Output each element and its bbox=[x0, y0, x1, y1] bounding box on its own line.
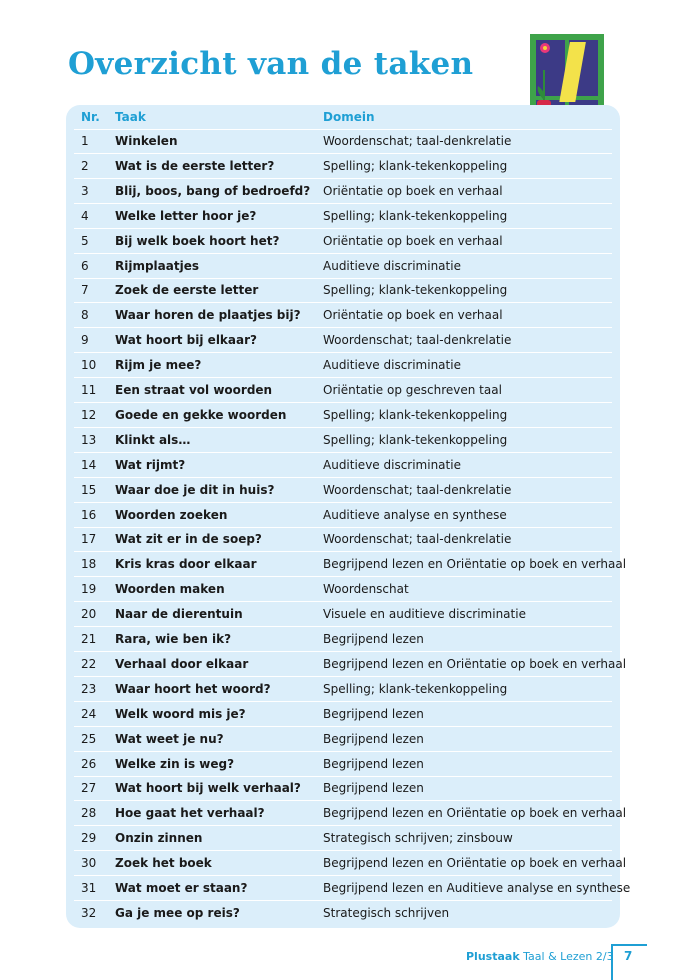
cell-nr: 15 bbox=[81, 482, 97, 497]
cell-domein: Spelling; klank-tekenkoppeling bbox=[323, 432, 508, 447]
table-row bbox=[66, 129, 620, 154]
column-header-domein: Domein bbox=[323, 110, 375, 124]
cell-domein: Spelling; klank-tekenkoppeling bbox=[323, 681, 508, 696]
table-row bbox=[66, 353, 620, 378]
cell-taak: Bij welk boek hoort het? bbox=[115, 233, 280, 248]
table-row bbox=[66, 303, 620, 328]
cell-nr: 31 bbox=[81, 881, 97, 895]
cell-taak: Winkelen bbox=[115, 134, 178, 148]
cell-taak: Rijm je mee? bbox=[115, 358, 202, 373]
cell-domein: Visuele en auditieve discriminatie bbox=[323, 607, 526, 622]
cell-taak: Wat hoort bij elkaar? bbox=[115, 333, 257, 348]
cell-taak: Een straat vol woorden bbox=[115, 383, 273, 397]
cell-nr: 16 bbox=[81, 507, 97, 522]
cell-nr: 13 bbox=[81, 432, 97, 447]
cell-nr: 29 bbox=[81, 831, 97, 846]
cell-nr: 20 bbox=[81, 607, 97, 622]
cell-domein: Begrijpend lezen bbox=[323, 706, 424, 721]
cell-domein: Begrijpend lezen en Oriëntatie op boek en verhaal bbox=[323, 557, 627, 572]
cell-domein: Oriëntatie op boek en verhaal bbox=[323, 183, 503, 198]
cell-domein: Spelling; klank-tekenkoppeling bbox=[323, 208, 508, 223]
cell-taak: Rara, wie ben ik? bbox=[115, 632, 232, 646]
table-row bbox=[66, 403, 620, 428]
table-row bbox=[66, 901, 620, 926]
footer-brand: Plustaak bbox=[466, 950, 520, 963]
table-header bbox=[66, 105, 620, 130]
cell-domein: Auditieve discriminatie bbox=[323, 457, 461, 472]
cell-taak: Woorden maken bbox=[115, 582, 225, 597]
cell-domein: Spelling; klank-tekenkoppeling bbox=[323, 407, 508, 422]
cell-domein: Begrijpend lezen en Oriëntatie op boek en verhaal bbox=[323, 656, 627, 671]
cell-taak: Waar hoort het woord? bbox=[115, 681, 271, 696]
cell-taak: Wat zit er in de soep? bbox=[115, 532, 262, 547]
cell-domein: Begrijpend lezen bbox=[323, 632, 424, 646]
cell-nr: 22 bbox=[81, 656, 97, 671]
cell-taak: Hoe gaat het verhaal? bbox=[115, 806, 265, 821]
table-row bbox=[66, 478, 620, 503]
cell-nr: 5 bbox=[81, 233, 89, 248]
cell-taak: Verhaal door elkaar bbox=[115, 656, 249, 671]
cell-nr: 8 bbox=[81, 308, 89, 323]
cell-domein: Auditieve discriminatie bbox=[323, 358, 461, 373]
cell-nr: 3 bbox=[81, 183, 89, 198]
cell-domein: Begrijpend lezen en Auditieve analyse en synthese bbox=[323, 881, 631, 895]
cell-taak: Blij, boos, bang of bedroefd? bbox=[115, 183, 311, 198]
table-row bbox=[66, 876, 631, 901]
page-title: Overzicht van de taken bbox=[68, 46, 474, 82]
cell-taak: Zoek het boek bbox=[115, 856, 212, 871]
table-row bbox=[66, 627, 620, 652]
cell-taak: Woorden zoeken bbox=[115, 507, 228, 522]
cell-domein: Woordenschat; taal-denkrelatie bbox=[323, 532, 512, 547]
cell-domein: Begrijpend lezen en Oriëntatie op boek en verhaal bbox=[323, 856, 627, 871]
cell-nr: 12 bbox=[81, 407, 97, 422]
cell-taak: Waar horen de plaatjes bij? bbox=[115, 308, 301, 323]
cell-domein: Spelling; klank-tekenkoppeling bbox=[323, 158, 508, 173]
column-header-nr: Nr. bbox=[81, 110, 100, 124]
cell-taak: Rijmplaatjes bbox=[115, 258, 199, 273]
cell-domein: Begrijpend lezen en Oriëntatie op boek en verhaal bbox=[323, 806, 627, 821]
footer-series bbox=[466, 950, 614, 963]
cell-taak: Kris kras door elkaar bbox=[115, 557, 257, 572]
table-row bbox=[66, 826, 620, 851]
cell-domein: Begrijpend lezen bbox=[323, 781, 424, 796]
cell-taak: Ga je mee op reis? bbox=[115, 905, 240, 920]
cell-nr: 24 bbox=[81, 706, 97, 721]
table-row bbox=[66, 702, 620, 727]
cell-nr: 2 bbox=[81, 158, 89, 173]
cell-nr: 1 bbox=[81, 134, 89, 148]
table-row bbox=[66, 453, 620, 478]
cell-nr: 4 bbox=[81, 208, 89, 223]
cell-domein: Auditieve analyse en synthese bbox=[323, 507, 507, 522]
cell-nr: 19 bbox=[81, 582, 97, 597]
cell-taak: Klinkt als… bbox=[115, 432, 191, 447]
cell-taak: Wat hoort bij welk verhaal? bbox=[115, 781, 301, 796]
table-row bbox=[66, 254, 620, 279]
cell-taak: Wat weet je nu? bbox=[115, 731, 224, 746]
table-row bbox=[66, 229, 620, 254]
cell-taak: Welke zin is weg? bbox=[115, 756, 235, 771]
cell-domein: Woordenschat; taal-denkrelatie bbox=[323, 134, 512, 148]
cell-nr: 32 bbox=[81, 905, 97, 920]
cell-taak: Onzin zinnen bbox=[115, 831, 203, 846]
cell-nr: 23 bbox=[81, 681, 97, 696]
cell-nr: 21 bbox=[81, 632, 97, 646]
cell-taak: Wat moet er staan? bbox=[115, 881, 248, 895]
table-row bbox=[66, 801, 627, 826]
cell-taak: Naar de dierentuin bbox=[115, 607, 243, 622]
cell-nr: 6 bbox=[81, 258, 89, 273]
table-row bbox=[66, 577, 620, 602]
table-row bbox=[66, 776, 620, 801]
cell-domein: Woordenschat; taal-denkrelatie bbox=[323, 482, 512, 497]
table-row bbox=[66, 752, 620, 777]
cell-domein: Auditieve discriminatie bbox=[323, 258, 461, 273]
cell-domein: Strategisch schrijven bbox=[323, 905, 450, 920]
cell-domein: Strategisch schrijven; zinsbouw bbox=[323, 831, 513, 846]
cell-nr: 30 bbox=[81, 856, 97, 871]
table-row bbox=[66, 179, 620, 204]
table-row bbox=[66, 527, 620, 552]
table-row bbox=[66, 851, 627, 876]
cell-domein: Woordenschat; taal-denkrelatie bbox=[323, 333, 512, 348]
cell-domein: Begrijpend lezen bbox=[323, 756, 424, 771]
cell-domein: Oriëntatie op geschreven taal bbox=[323, 383, 502, 397]
table-row bbox=[66, 652, 627, 677]
table-row bbox=[66, 677, 620, 702]
cell-nr: 10 bbox=[81, 358, 97, 373]
table-row bbox=[66, 378, 620, 403]
footer-subtitle: Taal & Lezen 2/3 bbox=[523, 950, 614, 963]
table-row bbox=[66, 727, 620, 752]
column-header-taak: Taak bbox=[115, 110, 146, 124]
table-row bbox=[66, 204, 620, 229]
task-overview-table bbox=[66, 105, 631, 928]
cell-nr: 28 bbox=[81, 806, 97, 821]
cell-domein: Begrijpend lezen bbox=[323, 731, 424, 746]
cell-nr: 11 bbox=[81, 383, 97, 397]
cell-nr: 14 bbox=[81, 457, 97, 472]
table-row bbox=[66, 428, 620, 453]
table-row bbox=[66, 278, 620, 303]
cell-nr: 17 bbox=[81, 532, 97, 547]
cell-taak: Welk woord mis je? bbox=[115, 706, 246, 721]
table-row bbox=[66, 328, 620, 353]
cell-nr: 25 bbox=[81, 731, 97, 746]
cell-nr: 26 bbox=[81, 756, 97, 771]
cell-domein: Oriëntatie op boek en verhaal bbox=[323, 233, 503, 248]
table-row bbox=[66, 154, 620, 179]
page-number: 7 bbox=[624, 949, 633, 963]
cell-domein: Woordenschat bbox=[323, 582, 409, 597]
cell-domein: Spelling; klank-tekenkoppeling bbox=[323, 283, 508, 298]
table-row bbox=[66, 552, 627, 577]
cell-taak: Waar doe je dit in huis? bbox=[115, 482, 275, 497]
cell-nr: 27 bbox=[81, 781, 97, 796]
cell-taak: Wat is de eerste letter? bbox=[115, 158, 275, 173]
cell-domein: Oriëntatie op boek en verhaal bbox=[323, 308, 503, 323]
cell-taak: Welke letter hoor je? bbox=[115, 208, 257, 223]
cell-taak: Wat rijmt? bbox=[115, 457, 186, 472]
cell-nr: 9 bbox=[81, 333, 89, 348]
cell-nr: 18 bbox=[81, 557, 97, 572]
footer-rule bbox=[611, 944, 647, 946]
cell-taak: Zoek de eerste letter bbox=[115, 283, 259, 298]
table-row bbox=[66, 503, 620, 528]
table-row bbox=[66, 602, 620, 627]
cell-nr: 7 bbox=[81, 283, 89, 298]
cell-taak: Goede en gekke woorden bbox=[115, 407, 287, 422]
